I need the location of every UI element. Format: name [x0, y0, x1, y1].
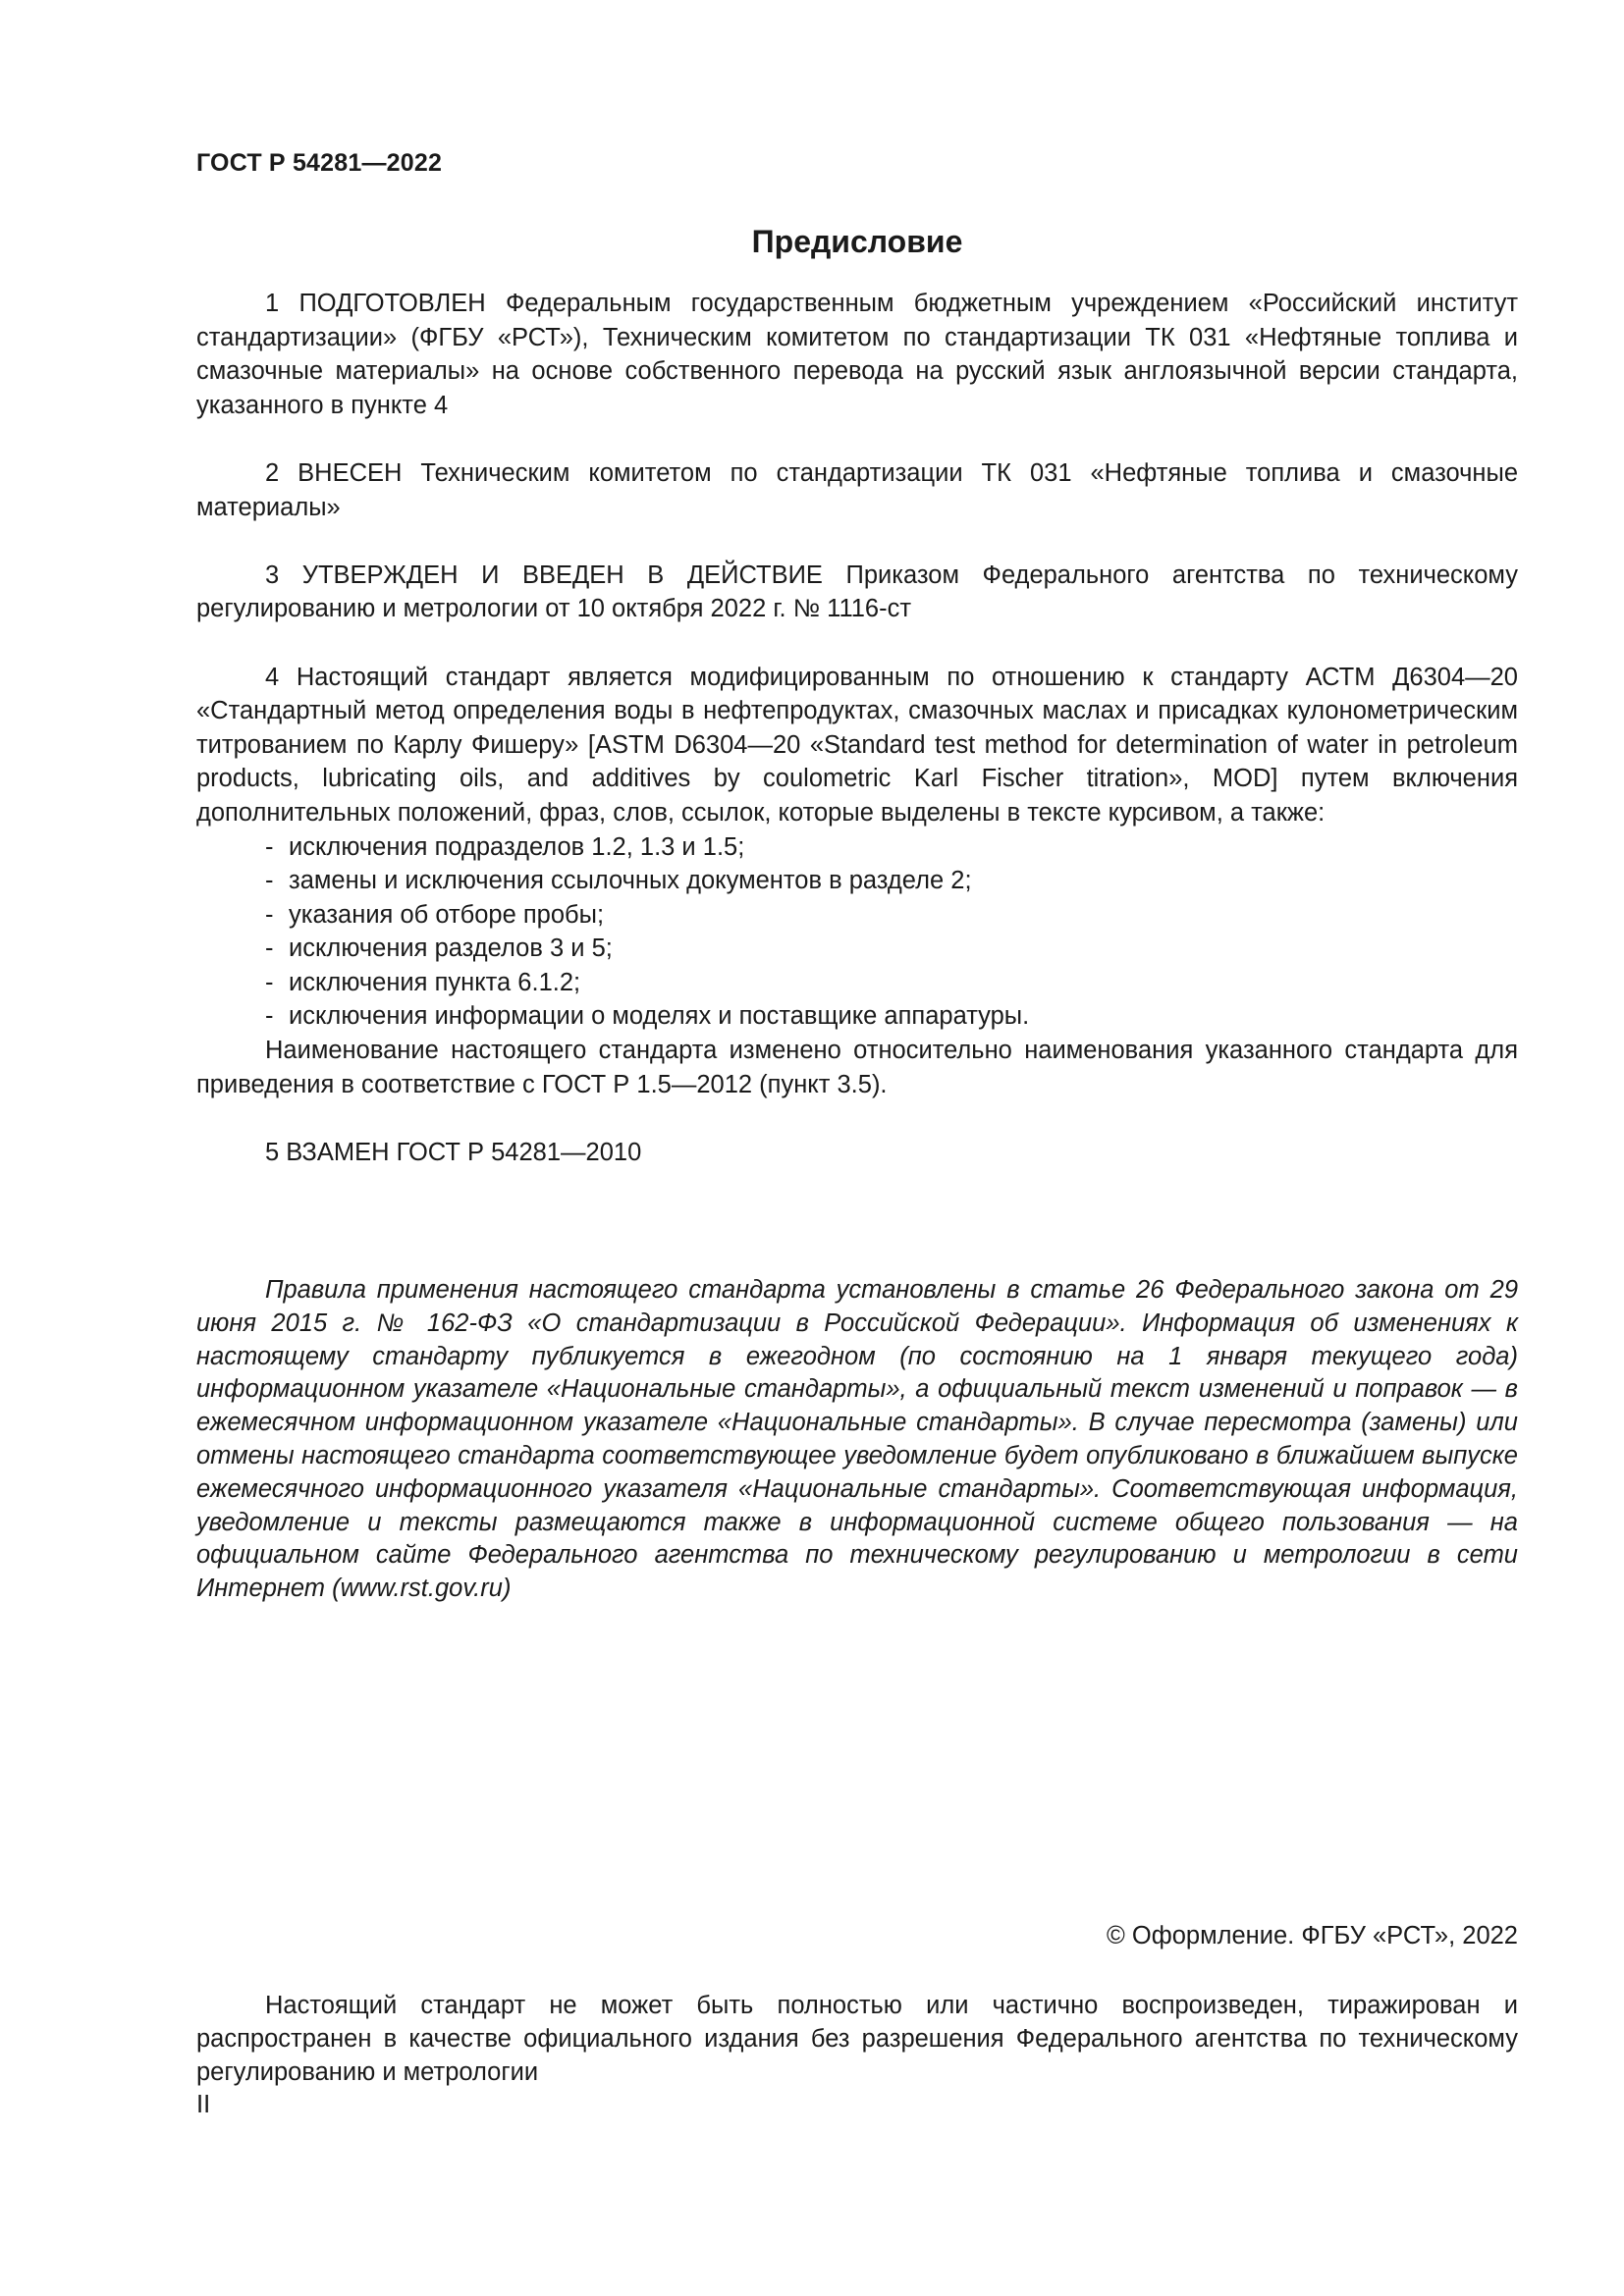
application-rules-notice: Правила применения настоящего стандарта установлены в статье 26 Федерального закона от 29 июня 2015 г. № 162-ФЗ «О стандартизации в Российской Федерации». Информация об изменениях к настоящему стандарту публикуется в ежегодном (по состоянию на 1 января текущего года) информационном указателе «Национальные стандарты», а официальный текст изменений и поправок — в ежемесячном информационном указателе «Национальные стандарты». В случае пересмотра (замены) или отмены настоящего стандарта соответствующее уведомление будет опубликовано в ближайшем выпуске ежемесячного информационного указателя «Национальные стандарты». Соответствующая информация, уведомление и тексты размещаются также в информационной системе общего пользования — на официальном сайте Федерального агентства по техническому регулированию и метрологии в сети Интернет (www.rst.gov.ru): [196, 1276, 1518, 1603]
list-item: - исключения подразделов 1.2, 1.3 и 1.5;: [265, 832, 745, 861]
document-page: [196, 0, 1518, 2296]
list-item: - указания об отборе пробы;: [265, 900, 605, 929]
foreword-body: [196, 287, 1518, 1169]
list-item: - исключения пункта 6.1.2;: [265, 968, 581, 996]
modification-list: [196, 830, 1518, 1035]
list-item: - исключения разделов 3 и 5;: [265, 934, 613, 963]
section-2-submitted: 2 ВНЕСЕН Техническим комитетом по стандартизации ТК 031 «Нефтяные топлива и смазочные материалы»: [196, 458, 1518, 521]
reprint-notice: Настоящий стандарт не может быть полностью или частично воспроизведен, тиражирован и распространен в качестве официального издания без разрешения Федерального агентства по техническому регулированию и метрологии: [196, 1992, 1518, 2086]
list-item: - исключения информации о моделях и поставщике аппаратуры.: [265, 1002, 1030, 1031]
page-title: Предисловие: [751, 224, 963, 259]
list-item: - замены и исключения ссылочных документов в разделе 2;: [265, 867, 972, 895]
document-code: ГОСТ Р 54281—2022: [196, 149, 443, 177]
section-4-title-change: Наименование настоящего стандарта изменено относительно наименования указанного стандарта для приведения в соответствие с ГОСТ Р 1.5—2012 (пункт 3.5).: [196, 1037, 1518, 1098]
copyright-line: © Оформление. ФГБУ «РСТ», 2022: [1107, 1922, 1518, 1949]
section-1-prepared: 1 ПОДГОТОВЛЕН Федеральным государственным бюджетным учреждением «Российский институт стандартизации» (ФГБУ «РСТ»), Техническим комитетом по стандартизации ТК 031 «Нефтяные топлива и смазочные материалы» на основе собственного перевода на русский язык англоязычной версии стандарта, указанного в пункте 4: [196, 290, 1518, 419]
page-number: II: [196, 2091, 211, 2118]
section-5-replaces: 5 ВЗАМЕН ГОСТ Р 54281—2010: [265, 1138, 642, 1166]
section-4-modification: 4 Настоящий стандарт является модифицированным по отношению к стандарту АСТМ Д6304—20 «Стандартный метод определения воды в нефтепродуктах, смазочных маслах и присадках кулонометрическим титрованием по Карлу Фишеру» [ASTM D6304—20 «Standard test method for determination of water in petroleum products, lubricating oils, and additives by coulometric Karl Fischer titration», MOD] путем включения дополнительных положений, фраз, слов, ссылок, которые выделены в тексте курсивом, а также:: [196, 663, 1518, 827]
section-3-approved: 3 УТВЕРЖДЕН И ВВЕДЕН В ДЕЙСТВИЕ Приказом Федерального агентства по техническому регулированию и метрологии от 10 октября 2022 г. № 1116-ст: [196, 561, 1518, 623]
